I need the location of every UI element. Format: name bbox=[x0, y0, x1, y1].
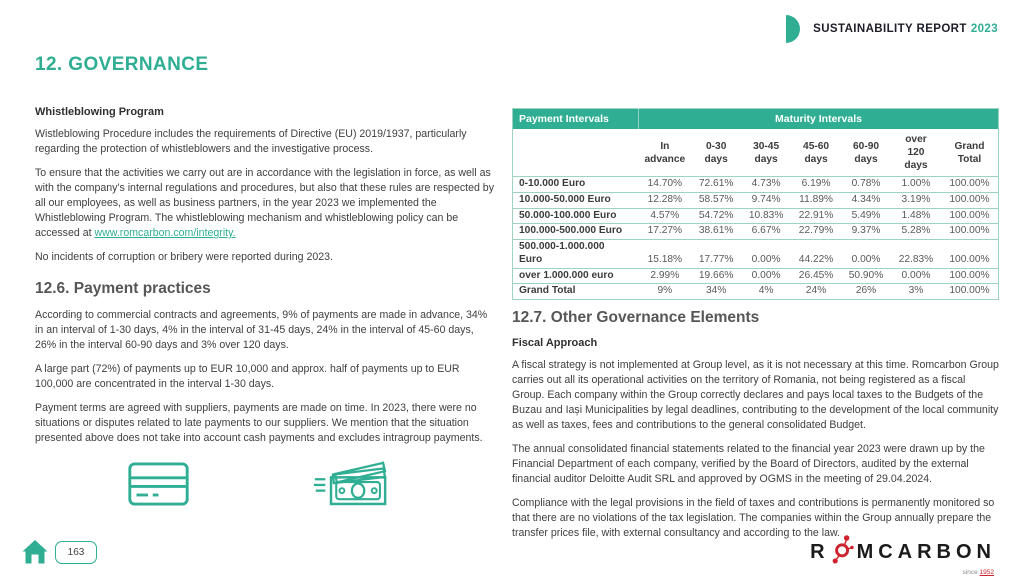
cell-value: 3% bbox=[891, 284, 941, 300]
cell-value: 54.72% bbox=[691, 208, 741, 224]
maturity-columns-row bbox=[513, 129, 999, 177]
cell-value: 9.37% bbox=[841, 224, 891, 240]
column-header: 45-60 days bbox=[791, 129, 841, 177]
logo-text-r: R bbox=[810, 541, 830, 563]
paragraph-fiscal-2: The annual consolidated financial statements related to the financial year 2023 were drawn up by the Financial Department of each company, verified by the Board of Directors, audited by the external financial auditor Deloitte Audit SRL and approved by OGMS in the meeting of 29.04.2024. bbox=[512, 443, 985, 486]
cell-value: 10.83% bbox=[741, 208, 791, 224]
cell-value: 0.78% bbox=[841, 177, 891, 193]
report-title-text: SUSTAINABILITY REPORT bbox=[813, 23, 967, 35]
grand-total-row bbox=[513, 284, 999, 300]
paragraph-payment-2: A large part (72%) of payments up to EUR 10,000 and approx. half of payments up to EUR 100,000 are concentrated in the interval 1-30 days. bbox=[35, 363, 460, 391]
table-row bbox=[513, 268, 999, 284]
cell-value: 22.79% bbox=[791, 224, 841, 240]
cell-value: 6.19% bbox=[791, 177, 841, 193]
paragraph-whistleblowing-3: No incidents of corruption or bribery were reported during 2023. bbox=[35, 251, 333, 264]
cell-value: 100.00% bbox=[941, 177, 999, 193]
page-title: 12. GOVERNANCE bbox=[35, 54, 209, 75]
cell-value: 19.66% bbox=[691, 268, 741, 284]
logo-text-mcarbon: MCARBON bbox=[856, 541, 996, 563]
cell-value: 17.77% bbox=[691, 240, 741, 269]
payment-icons-row bbox=[35, 461, 497, 512]
report-year: 2023 bbox=[970, 23, 998, 35]
cell-value: 4.57% bbox=[639, 208, 692, 224]
integrity-link[interactable]: www.romcarbon.com/integrity. bbox=[94, 227, 236, 240]
report-header bbox=[786, 15, 998, 43]
paragraph-whistleblowing-1: Wistleblowing Procedure includes the requirements of Directive (EU) 2019/1937, particularly regarding the protection of whistleblowers and the investigative process. bbox=[35, 128, 467, 156]
cell-value: 15.18% bbox=[639, 240, 692, 269]
right-column bbox=[512, 108, 999, 550]
payment-table-body bbox=[513, 177, 999, 300]
paragraph-payment-3: Payment terms are agreed with suppliers, payments are made on time. In 2023, there were no situations or disputes related to late payments to our suppliers. We mention that the situation presented above does not take into account cash payments and excludes intragroup payments. bbox=[35, 402, 483, 445]
banknotes-icon bbox=[312, 461, 388, 512]
payment-maturity-table bbox=[512, 108, 999, 300]
cell-value: 1.48% bbox=[891, 208, 941, 224]
cell-value: 6.67% bbox=[741, 224, 791, 240]
cell-value: 26% bbox=[841, 284, 891, 300]
cell-value: 100.00% bbox=[941, 268, 999, 284]
cell-value: 22.91% bbox=[791, 208, 841, 224]
tagline-prefix: since bbox=[962, 569, 980, 576]
cell-value: 9.74% bbox=[741, 192, 791, 208]
cell-value: 100.00% bbox=[941, 208, 999, 224]
cell-value: 38.61% bbox=[691, 224, 741, 240]
cell-value: 3.19% bbox=[891, 192, 941, 208]
payment-practices-heading: 12.6. Payment practices bbox=[35, 280, 211, 298]
romcarbon-logo bbox=[810, 534, 996, 576]
page-number: 163 bbox=[67, 547, 85, 558]
cell-value: 0.00% bbox=[891, 268, 941, 284]
table-row bbox=[513, 208, 999, 224]
cell-value: 72.61% bbox=[691, 177, 741, 193]
paragraph-whistleblowing-2 bbox=[35, 166, 497, 241]
home-icon[interactable] bbox=[22, 539, 48, 564]
paragraph-text: To ensure that the activities we carry out are in accordance with the legislation in force, as well as with the company's internal regulations and procedures, but also that these rules are respected by all our employees, as well as business partners, in the year 2023 we implemented the Whistleblowing Program. The whistleblowing mechanism and whistleblowing policy can be accessed at bbox=[35, 167, 494, 240]
cell-value: 100.00% bbox=[941, 284, 999, 300]
whistleblowing-heading: Whistleblowing Program bbox=[35, 106, 164, 118]
cell-value: 4.73% bbox=[741, 177, 791, 193]
row-label: 10.000-50.000 Euro bbox=[513, 192, 639, 208]
column-header: In advance bbox=[639, 129, 692, 177]
empty-corner-cell bbox=[513, 129, 639, 177]
cell-value: 44.22% bbox=[791, 240, 841, 269]
column-header: 60-90 days bbox=[841, 129, 891, 177]
cell-value: 22.83% bbox=[891, 240, 941, 269]
cell-value: 0.00% bbox=[741, 240, 791, 269]
report-title bbox=[813, 23, 998, 35]
cell-value: 5.28% bbox=[891, 224, 941, 240]
cell-value: 4.34% bbox=[841, 192, 891, 208]
cell-value: 12.28% bbox=[639, 192, 692, 208]
maturity-intervals-header: Maturity Intervals bbox=[639, 109, 999, 130]
cell-value: 0.00% bbox=[741, 268, 791, 284]
other-governance-heading: 12.7. Other Governance Elements bbox=[512, 309, 760, 327]
row-label: 0-10.000 Euro bbox=[513, 177, 639, 193]
cell-value: 0.00% bbox=[841, 240, 891, 269]
molecule-icon bbox=[832, 534, 854, 569]
page-number-badge bbox=[55, 541, 97, 564]
half-disc-icon bbox=[786, 15, 800, 43]
table-band-row bbox=[513, 109, 999, 130]
credit-card-icon bbox=[127, 462, 190, 511]
table-row bbox=[513, 177, 999, 193]
cell-value: 14.70% bbox=[639, 177, 692, 193]
row-label: over 1.000.000 euro bbox=[513, 268, 639, 284]
column-header: 0-30 days bbox=[691, 129, 741, 177]
left-column bbox=[35, 106, 497, 512]
cell-value: 50.90% bbox=[841, 268, 891, 284]
paragraph-fiscal-3: Compliance with the legal provisions in the field of taxes and contributions is permanently monitored so that there are no violations of the tax legislation. The companies within the Group annually prepare the transfer prices file, with external consultancy and according to the law. bbox=[512, 497, 995, 540]
row-label: 100.000-500.000 Euro bbox=[513, 224, 639, 240]
cell-value: 100.00% bbox=[941, 192, 999, 208]
cell-value: 4% bbox=[741, 284, 791, 300]
cell-value: 26.45% bbox=[791, 268, 841, 284]
table-row bbox=[513, 192, 999, 208]
column-header: Grand Total bbox=[941, 129, 999, 177]
tagline-year: 1952 bbox=[979, 569, 994, 576]
row-label: 500.000-1.000.000 Euro bbox=[513, 240, 639, 269]
cell-value: 2.99% bbox=[639, 268, 692, 284]
payment-intervals-header: Payment Intervals bbox=[513, 109, 639, 130]
cell-value: 5.49% bbox=[841, 208, 891, 224]
cell-value: 58.57% bbox=[691, 192, 741, 208]
row-label: 50.000-100.000 Euro bbox=[513, 208, 639, 224]
cell-value: 1.00% bbox=[891, 177, 941, 193]
cell-value: 100.00% bbox=[941, 240, 999, 269]
paragraph-fiscal-1: A fiscal strategy is not implemented at Group level, as it is not necessary at this time. Romcarbon Group carries out all its operational activities on the territory of Romania, not being registered as a fiscal Group. Each company within the Group correctly declares and pays local taxes to the Budgets of the Buzau and Iași Municipalities by legal deadlines, contributing to the development of the local community as well as taxes, fees and contributions to the general consolidated Budget. bbox=[512, 359, 999, 432]
table-row bbox=[513, 240, 999, 269]
cell-value: 34% bbox=[691, 284, 741, 300]
row-label: Grand Total bbox=[513, 284, 639, 300]
fiscal-approach-heading: Fiscal Approach bbox=[512, 337, 598, 350]
column-header: 30-45 days bbox=[741, 129, 791, 177]
column-header: over 120 days bbox=[891, 129, 941, 177]
cell-value: 11.89% bbox=[791, 192, 841, 208]
cell-value: 9% bbox=[639, 284, 692, 300]
cell-value: 17.27% bbox=[639, 224, 692, 240]
table-row bbox=[513, 224, 999, 240]
cell-value: 100.00% bbox=[941, 224, 999, 240]
paragraph-payment-1: According to commercial contracts and agreements, 9% of payments are made in advance, 34% in an interval of 1-30 days, 4% in the interval of 31-45 days, 24% in the interval of 45-60 days, 26% in the interval 60-90 days and 3% over 120 days. bbox=[35, 309, 488, 352]
cell-value: 24% bbox=[791, 284, 841, 300]
logo-tagline bbox=[810, 569, 994, 576]
